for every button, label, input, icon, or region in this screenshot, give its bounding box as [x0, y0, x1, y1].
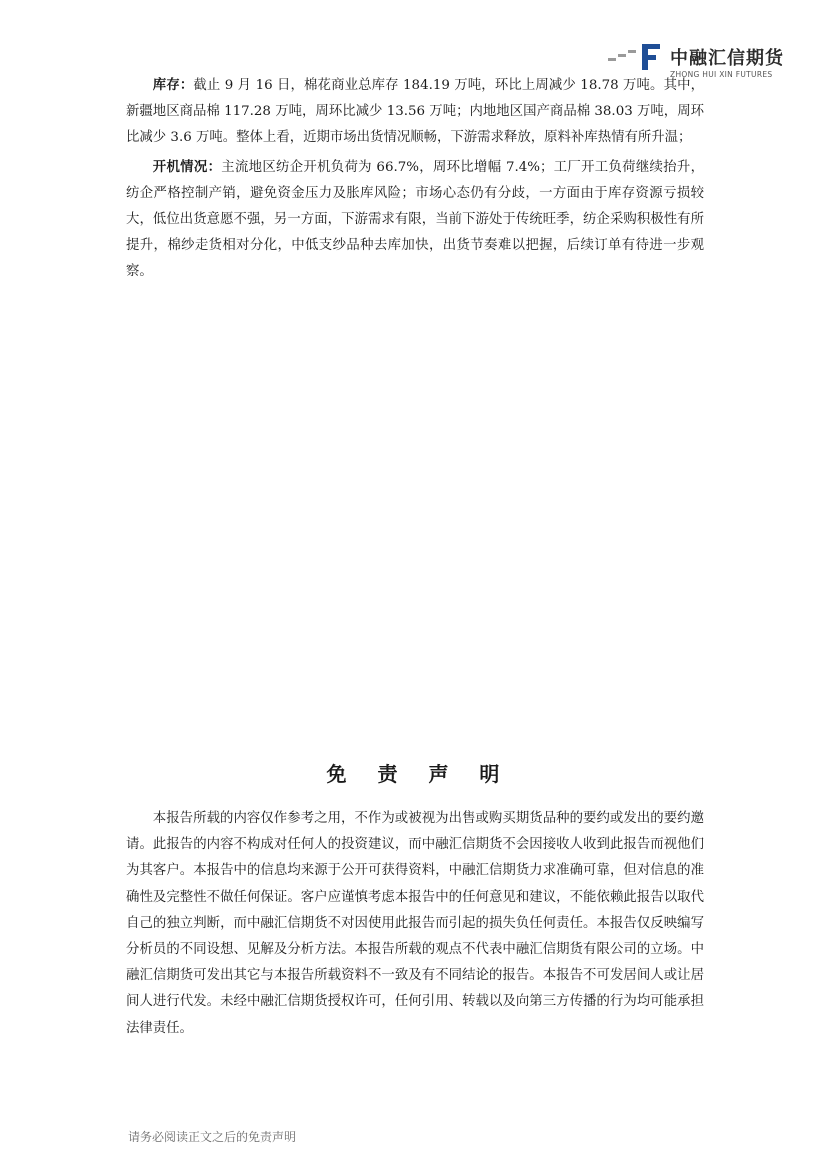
disclaimer-title: 免 责 声 明 [326, 762, 512, 786]
logo-cn-text: 中融汇信期货 [670, 48, 784, 69]
disclaimer-body [126, 806, 704, 1042]
disclaimer-text: 本报告所载的内容仅作参考之用，不作为或被视为出售或购买期货品种的要约或发出的要约邀请。此报告的内容不构成对任何人的投资建议，而中融汇信期货不会因接收人收到此报告而视他们为其客户。本报告中的信息均来源于公开可获得资料，中融汇信期货力求准确可靠，但对信息的准确性及完整性不做任何保证。客户应谨慎考虑本报告中的任何意见和建议，不能依赖此报告以取代自己的独立判断，而中融汇信期货不对因使用此报告而引起的损失负任何责任。本报告仅反映编写分析员的不同设想、见解及分析方法。本报告所载的观点不代表中融汇信期货有限公司的立场。中融汇信期货可发出其它与本报告所载资料不一致及有不同结论的报告。本报告不可发居间人或让居间人进行代发。未经中融汇信期货授权许可，任何引用、转载以及向第三方传播的行为均可能承担法律责任。 [126, 811, 704, 1036]
operation-paragraph [126, 154, 704, 286]
inventory-label: 库存： [152, 77, 194, 93]
operation-label: 开机情况： [152, 158, 222, 175]
inventory-paragraph [126, 72, 704, 152]
logo-mark-icon [606, 42, 666, 74]
report-body [126, 72, 704, 288]
inventory-text: 截止 9 月 16 日，棉花商业总库存 184.19 万吨，环比上周减少 18.78 万吨。其中，新疆地区商品棉 117.28 万吨，周环比减少 13.56 万吨；内地地区国产商品棉 38.03 万吨，周环比减少 3.6 万吨。整体上看，近期市场出货情况顺畅，下游需求释放，原料补库热情有所升温； [126, 78, 704, 146]
footer-note: 请务必阅读正文之后的免责声明 [128, 1130, 297, 1144]
operation-text: 主流地区纺企开机负荷为 66.7%，周环比增幅 7.4%；工厂开工负荷继续抬升，纺企严格控制产销，避免资金压力及胀库风险；市场心态仍有分歧，一方面由于库存资源亏损较大，低位出货意愿不强，另一方面，下游需求有限，当前下游处于传统旺季，纺企采购积极性有所提升，棉纱走货相对分化，中低支纱品种去库加快，出货节奏难以把握，后续订单有待进一步观察。 [126, 159, 705, 280]
logo-en-text: ZHONG HUI XIN FUTURES [670, 70, 773, 79]
